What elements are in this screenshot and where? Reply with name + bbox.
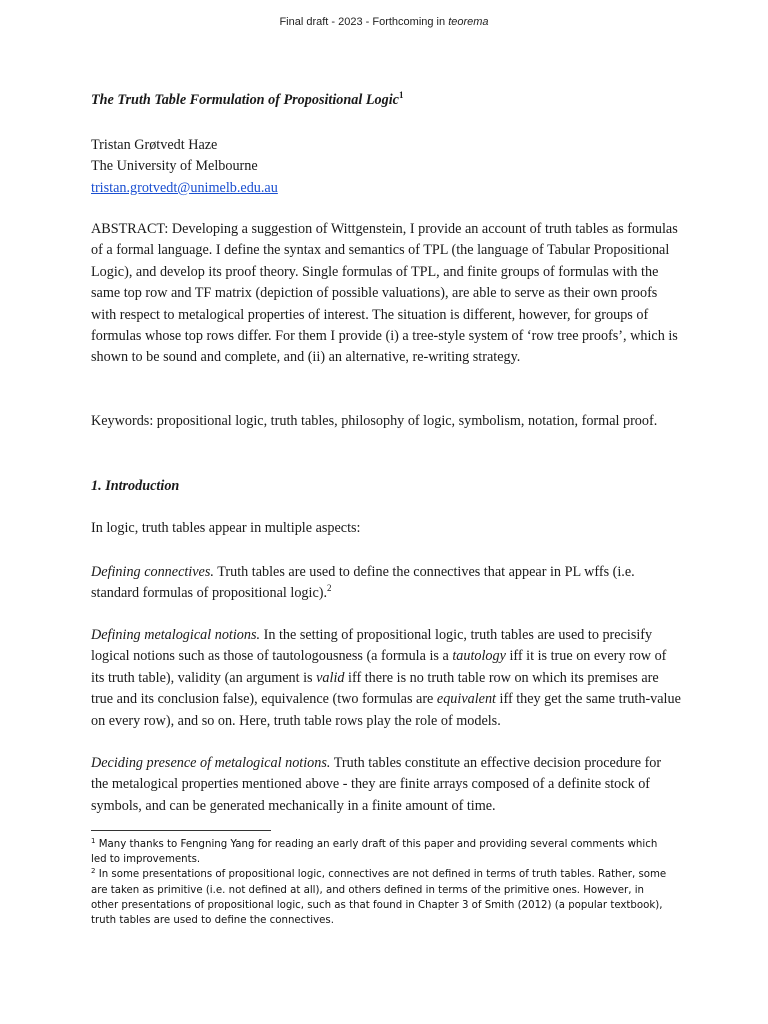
author-affiliation: The University of Melbourne — [91, 158, 258, 175]
abstract: ABSTRACT: Developing a suggestion of Wittgenstein, I provide an account of truth tables as formulas of a formal language. I define the syntax and semantics of TPL (the language of Tabular Propositional Logic), and develop its proof theory. Single formulas of TPL, and finite groups of formulas with the same top row and TF matrix (depiction of possible valuations), are able to serve as their own proofs with respect to metalogical properties of interest. The situation is different, however, for groups of formulas whose top rows differ. For them I provide (i) a tree-style system of ‘row tree proofs’, which is shown to be sound and complete, and (ii) an alternative, re-writing strategy. — [91, 221, 678, 366]
author-email-link[interactable]: tristan.grotvedt@unimelb.edu.au — [91, 179, 278, 196]
keywords: Keywords: propositional logic, truth tables, philosophy of logic, symbolism, notation, formal proof. — [91, 413, 658, 429]
intro-lead: In logic, truth tables appear in multiple aspects: — [91, 520, 361, 536]
footnotes — [91, 837, 671, 928]
footnote-1: $^1$ Many thanks to Fengning Yang for reading an early draft of this paper and providing several comments which led to improvements. — [91, 837, 658, 866]
paragraph-defining-connectives: Defining connectives. Truth tables are used to define the connectives that appear in PL wffs (i.e. standard formulas of propositional logic).$^2$ — [91, 564, 635, 602]
title-footnote-mark[interactable]: 1 — [398, 90, 404, 100]
running-header — [0, 16, 768, 28]
author-name: Tristan Grøtvedt Haze — [91, 137, 218, 153]
header-journal: teorema — [448, 16, 489, 28]
footnote-mark-2[interactable]: 2 — [327, 583, 332, 594]
footnote-2: $^2$ In some presentations of propositional logic, connectives are not defined in terms of truth tables. Rather, some are taken as primitive (i.e. not defined at all), and others defined in terms of the primitive ones. However, in other presentations of propositional logic, such as that found in Chapter 3 of Smith (2012) (a popular textbook), truth tables are used to define the connectives. — [91, 867, 667, 927]
footnote-divider — [91, 830, 271, 831]
paper-title: The Truth Table Formulation of Propositional Logic$^1$ — [91, 90, 404, 108]
paragraph-defining-metalogical: Defining metalogical notions. In the setting of propositional logic, truth tables are used to precisify logical notions such as those of tautologousness (a formula is a tautology iff it is true on every row of its truth table), validity (an argument is valid iff there is no truth table row on which its premises are true and its conclusion false), equivalence (two formulas are equivalent iff they get the same truth-value on every row), and so on. Here, truth table rows play the role of models. — [91, 627, 681, 729]
paragraph-deciding: Deciding presence of metalogical notions. Truth tables constitute an effective decision procedure for the metalogical properties mentioned above - they are finite arrays composed of a definite stock of symbols, and can be generated mechanically in a finite amount of time. — [91, 755, 662, 814]
author-block — [91, 135, 681, 199]
header-prefix: Final draft - 2023 - Forthcoming in — [279, 16, 449, 28]
section-heading-introduction: 1. Introduction — [91, 478, 180, 494]
